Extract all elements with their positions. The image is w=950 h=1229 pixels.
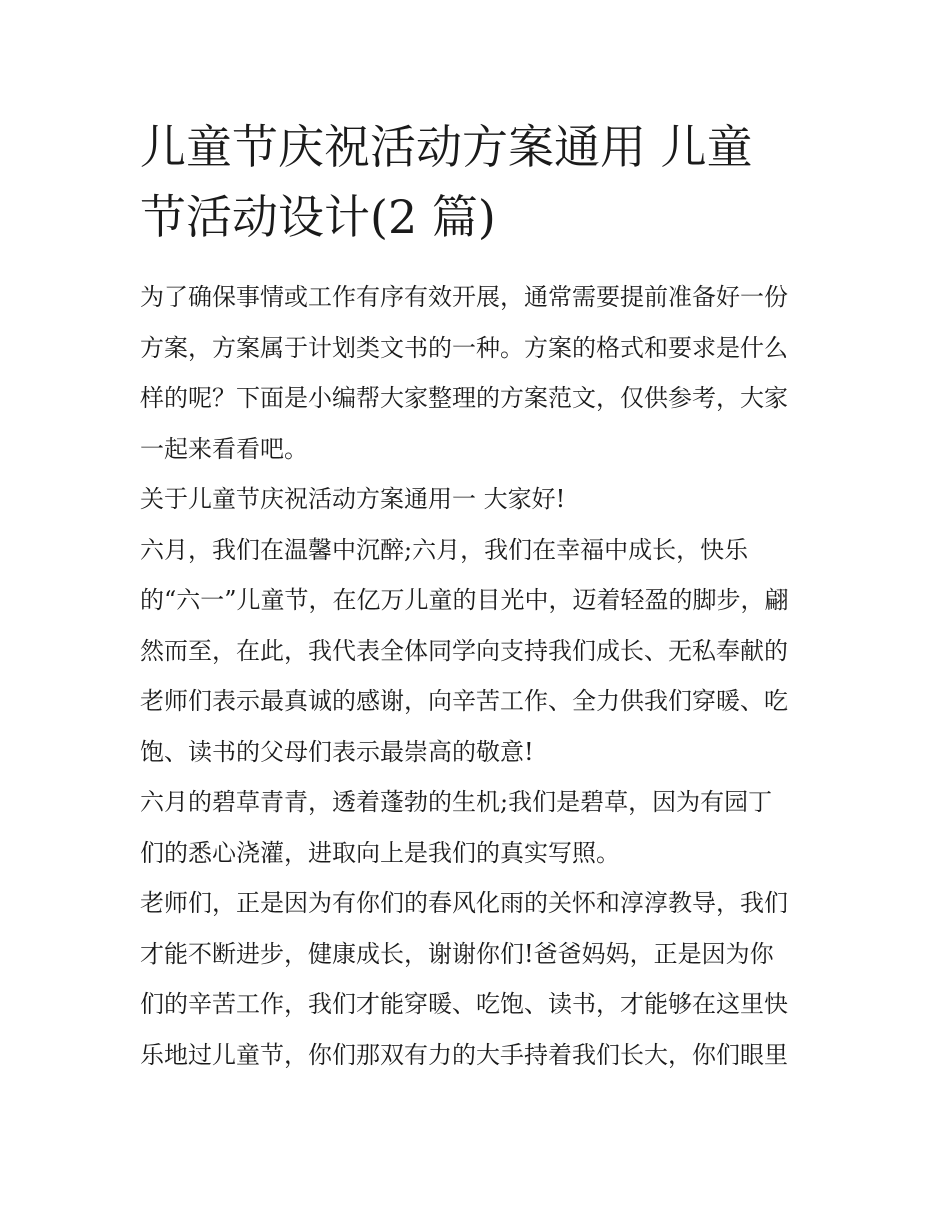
intro-paragraph — [140, 272, 815, 474]
title-line: 节活动设计(2 篇) — [140, 190, 496, 244]
text-line: 的“六一”儿童节，在亿万儿童的目光中，迈着轻盈的脚步，翩 — [140, 586, 789, 614]
section-heading-paragraph — [140, 474, 815, 525]
title-line: 儿童节庆祝活动方案通用 儿童 — [140, 120, 753, 174]
text-line: 为了确保事情或工作有序有效开展，通常需要提前准备好一份 — [140, 283, 788, 311]
text-line: 老师们，正是因为有你们的春风化雨的关怀和淳淳教导，我们 — [140, 889, 788, 917]
text-line: 才能不断进步，健康成长，谢谢你们!爸爸妈妈，正是因为你 — [140, 939, 774, 968]
document-page — [140, 112, 815, 1080]
document-title — [140, 112, 815, 252]
text-line: 一起来看看吧。 — [140, 434, 308, 463]
body-paragraph — [140, 525, 815, 778]
text-line: 乐地过儿童节，你们那双有力的大手持着我们长大，你们眼里 — [140, 1040, 788, 1069]
text-line: 们的辛苦工作，我们才能穿暖、吃饱、读书，才能够在这里快 — [140, 990, 788, 1018]
body-paragraph — [140, 777, 815, 878]
text-line: 方案，方案属于计划类文书的一种。方案的格式和要求是什么 — [140, 333, 788, 362]
text-line: 老师们表示最真诚的感谢，向辛苦工作、全力供我们穿暖、吃 — [140, 687, 788, 715]
body-paragraph — [140, 878, 815, 1080]
text-line: 样的呢？下面是小编帮大家整理的方案范文，仅供参考，大家 — [140, 384, 788, 412]
text-line: 饱、读书的父母们表示最崇高的敬意! — [140, 737, 534, 766]
text-line: 六月的碧草青青，透着蓬勃的生机;我们是碧草，因为有园丁 — [140, 788, 773, 816]
text-line: 然而至，在此，我代表全体同学向支持我们成长、无私奉献的 — [140, 636, 788, 665]
text-line: 六月，我们在温馨中沉醉;六月，我们在幸福中成长，快乐 — [140, 535, 749, 564]
text-line: 们的悉心浇灌，进取向上是我们的真实写照。 — [140, 838, 620, 867]
text-line: 关于儿童节庆祝活动方案通用一 大家好! — [140, 485, 566, 513]
